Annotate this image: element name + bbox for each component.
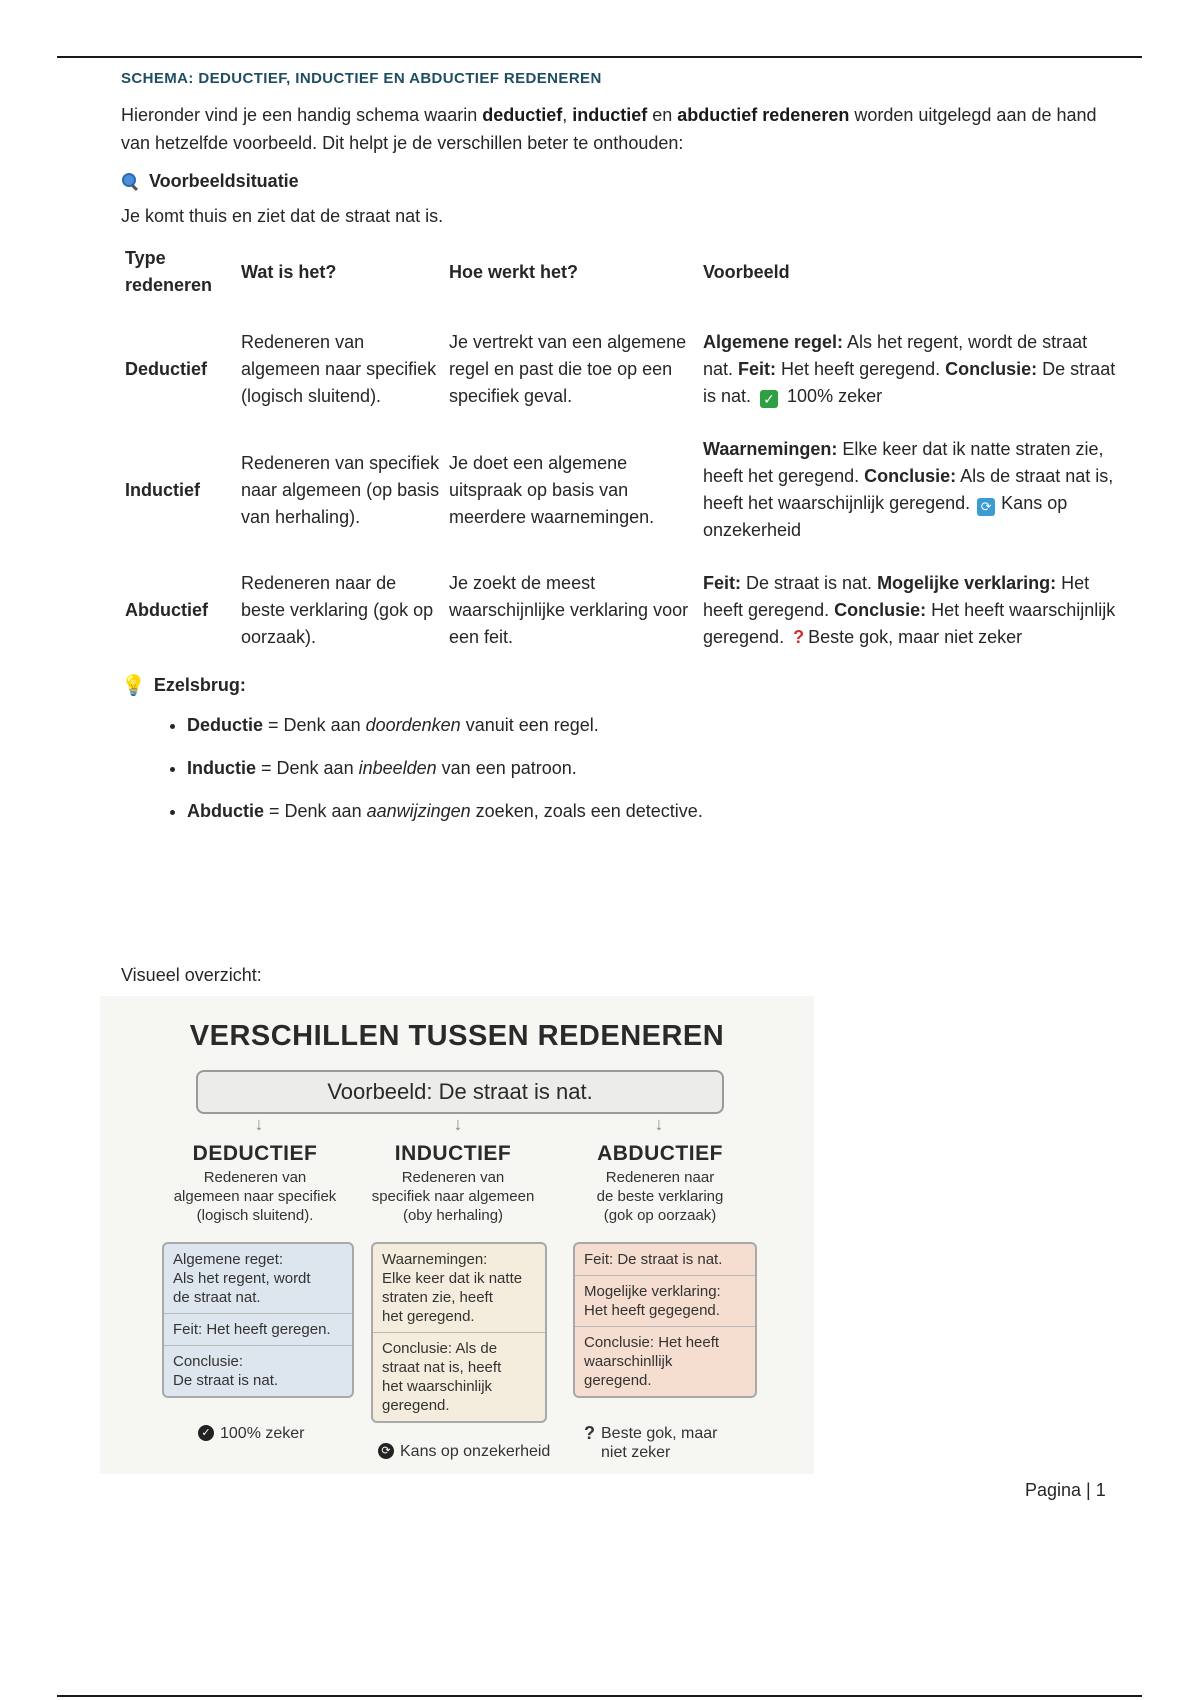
row-what: Redeneren naar de beste verklaring (gok op oorzaak).: [241, 573, 434, 647]
question-icon: ?: [584, 1423, 595, 1443]
list-item: • Inductie = Denk aan inbeelden van een patroon.: [187, 755, 1121, 781]
lightbulb-icon: 💡: [121, 675, 146, 697]
figure-column-name: ABDUCTIEF: [597, 1142, 723, 1165]
document-body: [121, 70, 1121, 841]
row-example: Waarnemingen: Elke keer dat ik natte straten zie, heeft het geregend. Conclusie: Als de straat nat is, heeft het waarschijnlijk geregend. ⟳ Kans op onzekerheid: [703, 439, 1114, 540]
figure-column-name: DEDUCTIEF: [192, 1142, 318, 1165]
search-icon: [121, 172, 141, 192]
table-header: Type redeneren: [125, 248, 213, 295]
figure-box-abductief: Feit: De straat is nat. Mogelijke verklaring: Het heeft gegegend. Conclusie: Het heeft waarschinllijk geregend.: [573, 1242, 757, 1398]
row-how: Je vertrekt van een algemene regel en past die toe op een specifiek geval.: [449, 332, 687, 406]
table-row: [121, 562, 1121, 669]
table-header: Wat is het?: [241, 261, 337, 282]
bottom-rule: [57, 1695, 1142, 1697]
example-situation: Je komt thuis en ziet dat de straat nat is.: [121, 206, 444, 226]
row-type: Inductief: [125, 479, 200, 500]
table-row: [121, 321, 1121, 428]
row-type: Deductief: [125, 359, 208, 379]
intro-paragraph: Hieronder vind je een handig schema waarin deductief, inductief en abductief redeneren worden uitgelegd aan de hand van hetzelfde voorbeeld. Dit helpt je de verschillen beter te onthouden:: [121, 105, 1097, 153]
question-icon: ?: [793, 627, 805, 647]
figure-box-inductief: Waarnemingen: Elke keer dat ik natte straten zie, heeft het geregend. Conclusie: Als de straat nat is, heeft het waarschinlijk geregend.: [371, 1242, 547, 1423]
figure-column-desc: Redeneren van specifiek naar algemeen (oby herhaling): [371, 1169, 535, 1224]
row-type: Abductief: [125, 600, 208, 620]
row-what: Redeneren van specifiek naar algemeen (op basis van herhaling).: [241, 452, 440, 527]
row-example: Algemene regel: Als het regent, wordt de straat nat. Feit: Het heeft geregend. Conclusie: De straat is nat. ✓ 100% zeker: [703, 332, 1116, 407]
mnemonic-heading: 💡 Ezelsbrug:: [121, 675, 246, 697]
mnemonic-list: [121, 712, 1121, 824]
arrow-down-icon: ↓: [654, 1114, 664, 1134]
row-how: Je zoekt de meest waarschijnlijke verklaring voor een feit.: [449, 573, 689, 647]
check-icon: ✓: [760, 390, 778, 408]
row-example: Feit: De straat is nat. Mogelijke verklaring: Het heeft geregend. Conclusie: Het heeft waarschijnlijk geregend. ? Beste gok, maar niet zeker: [703, 573, 1116, 647]
figure-column-inductief: [353, 1142, 553, 1225]
figure-footer-inductief: ⟳ Kans op onzekerheid: [378, 1442, 550, 1461]
example-heading: Voorbeeldsituatie: [121, 171, 1121, 192]
figure-footer-deductief: ✓ 100% zeker: [198, 1424, 305, 1443]
cycle-icon: ⟳: [977, 498, 995, 516]
reasoning-table: [121, 241, 1121, 669]
figure-column-deductief: [155, 1142, 355, 1225]
arrow-down-icon: ↓: [453, 1114, 463, 1134]
arrow-down-icon: ↓: [254, 1114, 264, 1134]
figure-column-name: INDUCTIEF: [394, 1142, 512, 1165]
figure-box-deductief: Algemene reget: Als het regent, wordt de straat nat. Feit: Het heeft geregen. Conclusie: De straat is nat.: [162, 1242, 354, 1398]
figure-footer-abductief: ? Beste gok, maar niet zeker: [584, 1423, 718, 1461]
figure-title: VERSCHILLEN TUSSEN REDENEREN: [189, 1020, 725, 1052]
figure-column-desc: Redeneren naar de beste verklaring (gok op oorzaak): [596, 1169, 724, 1224]
overview-figure: [100, 996, 814, 1474]
page-heading: SCHEMA: DEDUCTIEF, INDUCTIEF EN ABDUCTIEF REDENEREN: [121, 70, 602, 87]
table-header-row: [121, 241, 1121, 321]
page-number: Pagina | 1: [1025, 1480, 1106, 1500]
row-what: Redeneren van algemeen naar specifiek (logisch sluitend).: [241, 332, 437, 406]
table-header: Voorbeeld: [703, 261, 790, 282]
list-item: • Deductie = Denk aan doordenken vanuit een regel.: [187, 712, 1121, 738]
figure-column-desc: Redeneren van algemeen naar specifiek (logisch sluitend).: [173, 1169, 337, 1224]
table-row: [121, 428, 1121, 562]
cycle-circle-icon: ⟳: [378, 1443, 394, 1459]
check-circle-icon: ✓: [198, 1425, 214, 1441]
table-header: Hoe werkt het?: [449, 261, 579, 282]
list-item: • Abductie = Denk aan aanwijzingen zoeken, zoals een detective.: [187, 798, 1121, 824]
figure-example-box: Voorbeeld: De straat is nat.: [196, 1070, 724, 1114]
top-rule: [57, 56, 1142, 58]
row-how: Je doet een algemene uitspraak op basis van meerdere waarnemingen.: [449, 452, 655, 527]
figure-column-abductief: [560, 1142, 760, 1225]
visual-overview-label: Visueel overzicht:: [121, 965, 262, 985]
